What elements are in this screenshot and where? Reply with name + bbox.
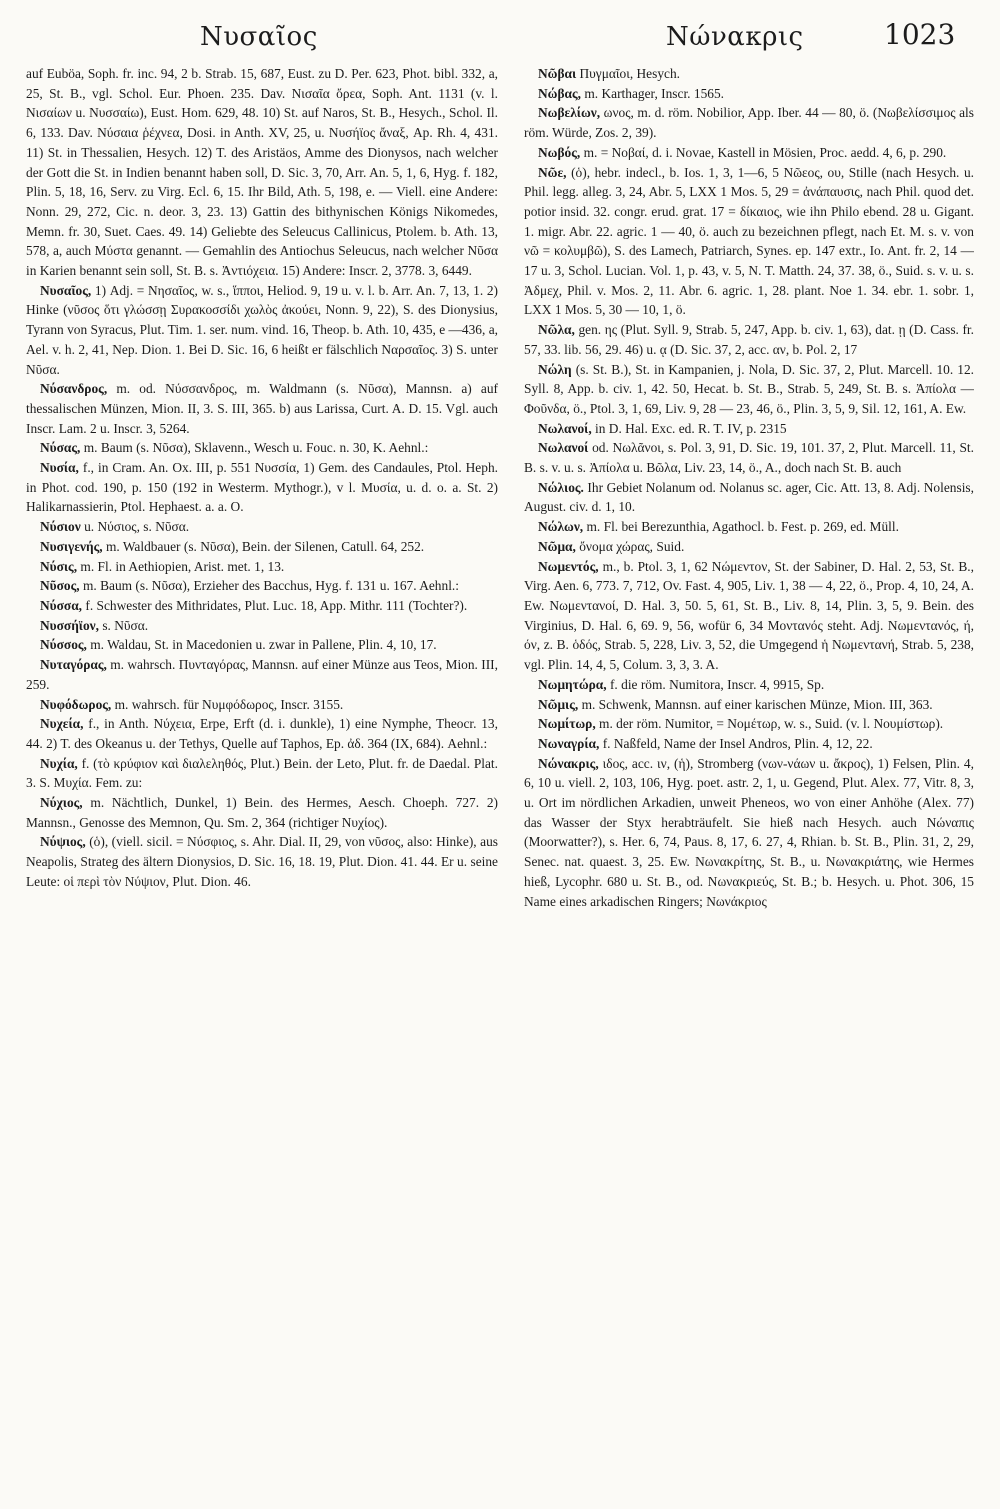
- dictionary-entry: [524, 143, 974, 163]
- entry-lemma: Νῶε,: [538, 164, 567, 180]
- entry-lemma: Νυχεία,: [40, 716, 84, 732]
- dictionary-entry: [26, 576, 498, 596]
- dictionary-entry: [26, 537, 498, 557]
- entry-lemma: Νώλη: [538, 361, 572, 377]
- entry-lemma: Νυσσήϊον,: [40, 617, 99, 633]
- entry-lemma: Νώλων,: [538, 519, 584, 535]
- entry-text: m. Waldau, St. in Macedonien u. zwar in Pallene, Plin. 4, 10, 17.: [90, 637, 437, 653]
- entry-text: Ihr Gebiet Nolanum od. Nolanus sc. ager, Cic. Att. 13, 8. Adj. Nolensis, August. civ. d. 1, 10.: [524, 479, 974, 515]
- entry-lemma: Νωβός,: [538, 144, 581, 160]
- dictionary-entry: [26, 438, 498, 458]
- page-header: [0, 14, 1000, 58]
- entry-text: m. Baum (s. Νῦσα), Erzieher des Bacchus, Hyg. f. 131 u. 167. Aehnl.:: [82, 578, 459, 594]
- entry-text: m. Fl. bei Berezunthia, Agathocl. b. Fest. p. 269, ed. Müll.: [586, 519, 899, 535]
- entry-lemma: Νύψιος,: [40, 834, 86, 850]
- dictionary-entry: [524, 360, 974, 419]
- dictionary-entry: [524, 64, 974, 84]
- dictionary-entry: [26, 64, 498, 281]
- dictionary-entry: [524, 478, 974, 517]
- entry-lemma: Νυσία,: [40, 460, 79, 476]
- entry-lemma: Νωναγρία,: [538, 735, 600, 751]
- entry-lemma: Νώλιος.: [538, 479, 584, 495]
- left-column: [26, 64, 498, 1504]
- dictionary-entry: [26, 714, 498, 753]
- entry-lemma: Νυσαῖος,: [40, 282, 92, 298]
- entry-lemma: Νύσανδρος,: [40, 381, 108, 397]
- dictionary-entry: [524, 84, 974, 104]
- entry-text: f., in Cram. An. Ox. III, p. 551 Νυσσία, 1) Gem. des Candaules, Ptol. Heph. in Phot. cod. 190, p. 150 (192 in Westerm. Mythogr.), v l. Μυσία, u. d. o. a. St. 2) Halikarnassierin, Ptol. Hephaest. a. a. O.: [26, 460, 498, 515]
- entry-lemma: Νῶβαι: [538, 66, 577, 81]
- entry-lemma: Νώβας,: [538, 85, 581, 101]
- entry-text: s. Νῦσα.: [102, 617, 149, 633]
- dictionary-entry: [26, 379, 498, 438]
- entry-text: od. Νωλᾶνοι, s. Pol. 3, 91, D. Sic. 19, 101. 37, 2, Plut. Marcell. 11, St. B. s. v. u. s. Ἀπίολα u. Βῶλα, Liv. 23, 14, ö., A., doch nach St. B. auch: [524, 440, 974, 476]
- dictionary-entry: [524, 675, 974, 695]
- dictionary-entry: [26, 635, 498, 655]
- entry-text: Πυγμαῖοι, Hesych.: [579, 66, 681, 81]
- entry-text: auf Euböa, Soph. fr. inc. 94, 2 b. Strab. 15, 687, Eust. zu D. Per. 623, Phot. bibl. 332, a, 25, St. B., vgl. Schol. Eur. Phoen. 235. Dav. Νισαῖα ὄρεα, Soph. Ant. 1131 (v. l. Νισαίων u. Νυσσαίω), Eust. Hom. 629, 48. 10) St. auf Naros, St. B., Hesych., Schol. Il. 6, 133. Dav. Νύσαια ῥέχνεα, Dosi. in Anth. XV, 25, u. Νυσήϊος ἄναξ, Ap. Rh. 4, 431. 11) St. in Thessalien, Hesych. 12) T. des Aristäos, Amme des Dionysos, nach welcher der Gott die St. in Indien benannt haben soll, D. Sic. 3, 70, Arr. An. 5, 1, 6, Hyg. f. 182, Plin. 5, 18, 16, Serv. zu Virg. Ecl. 6, 15. Ihr Bild, Ath. 5, 198, e. — Viell. eine Andere: Nonn. 29, 272, Cic. n. deor. 3, 23. 13) Gattin des bithynischen Königs Nikomedes, Memn. fr. 30, Suet. Caes. 49. 14) Geliebte des Seleucus Callinicus, Ptolem. b. Ath. 13, 578, a, auch Μύστα genannt. — Gemahlin des Antiochus Seleucus, nach welcher Νῦσα in Karien benannt sein soll, St. B. s. Ἀντιόχεια. 15) Andere: Inscr. 2, 3778. 3, 6449.: [26, 66, 498, 279]
- dictionary-entry: [26, 557, 498, 577]
- dictionary-entry: [524, 103, 974, 142]
- entry-lemma: Νύσις,: [40, 558, 78, 574]
- entry-text: m. wahrsch. Πυνταγόρας, Mannsn. auf einer Münze aus Teos, Mion. III, 259.: [26, 657, 498, 692]
- entry-lemma: Νύσας,: [40, 440, 81, 456]
- entry-lemma: Νῶλα,: [538, 322, 575, 338]
- dictionary-entry: [524, 517, 974, 537]
- entry-lemma: Νύσιον: [40, 519, 81, 535]
- entry-text: m. der röm. Numitor, = Νομέτωρ, w. s., Suid. (v. l. Νουμίστωρ).: [599, 716, 944, 732]
- dictionary-entry: [26, 754, 498, 793]
- dictionary-entry: [26, 281, 498, 380]
- dictionary-entry: [26, 793, 498, 832]
- entry-text: m. od. Νύσσανδρος, m. Waldmann (s. Νῦσα), Mannsn. a) auf thessalischen Münzen, Mion. II, 3. S. III, 365. b) aus Larissa, Curt. A. D. 15. Vgl. auch Inscr. Lam. 2 u. Inscr. 3, 5264.: [26, 381, 498, 436]
- entry-text: m. wahrsch. für Νυμφόδωρος, Inscr. 3155.: [114, 696, 344, 712]
- entry-text: in D. Hal. Exc. ed. R. T. IV, p. 2315: [595, 420, 787, 436]
- entry-lemma: Νωβελίων,: [538, 105, 601, 121]
- entry-lemma: Νώνακρις,: [538, 755, 599, 771]
- dictionary-entry: [524, 734, 974, 754]
- entry-text: f., in Anth. Νύχεια, Erpe, Erft (d. i. dunkle), 1) eine Nymphe, Theocr. 13, 44. 2) T. des Okeanus u. der Tethys, Quelle auf Taphos, Ep. ἀδ. 364 (IX, 684). Aehnl.:: [26, 716, 498, 751]
- entry-text: m. = Νοβαί, d. i. Novae, Kastell in Mösien, Proc. aedd. 4, 6, p. 290.: [583, 144, 947, 160]
- dictionary-entry: [524, 695, 974, 715]
- entry-text: gen. ης (Plut. Syll. 9, Strab. 5, 247, App. b. civ. 1, 63), dat. ῃ (D. Cass. fr. 57, 33. lib. 56, 29. 46) u. ᾳ (D. Sic. 37, 2, acc. αν, b. Pol. 2, 17: [524, 322, 974, 357]
- dictionary-entry: [26, 655, 498, 694]
- dictionary-entry: [524, 754, 974, 912]
- dictionary-entry: [524, 557, 974, 675]
- entry-lemma: Νωμεντός,: [538, 558, 599, 574]
- entry-text: f. (τὸ κρύφιον καὶ διαλεληθός, Plut.) Bein. der Leto, Plut. fr. de Daedal. Plat. 3. S. Μυχία. Fem. zu:: [26, 755, 498, 791]
- entry-lemma: Νωμίτωρ,: [538, 716, 596, 732]
- entry-text: m., b. Ptol. 3, 1, 62 Νώμεντον, St. der Sabiner, D. Hal. 2, 53, St. B., Virg. Aen. 6, 773. 7, 712, Ov. Fast. 4, 905, Liv. 1, 38 — 4, 22, ö., Prop. 4, 10, 24, A. Ew. Νωμεντανοί, D. Hal. 3, 50. 5, 61, St. B., Liv. 8, 14, Plin. 3, 5, 9. Bein. des Virginius, D. Hal. 6, 69. 9, 56, wofür 6, 34 Μοντανός steht. Adj. Νωμεντανός, ή, όν, z. B. ὁδός, Strab. 5, 228, Liv. 3, 52, die Umgegend ἡ Νωμεντανή, Strab. 5, 238, vgl. Plin. 14, 4, 5, Colum. 3, 3, 3. A.: [524, 558, 974, 673]
- entry-lemma: Νυταγόρας,: [40, 657, 107, 673]
- left-running-headword: Νυσαῖος: [200, 22, 318, 52]
- entry-text: (ὁ), hebr. indecl., b. Ios. 1, 3, 1—6, 5 Νῶεος, ου, Stille (nach Hesych. u. Phil. legg. alleg. 3, 24, Abr. 5, LXX 1 Mos. 5, 29 = ἀνάπαυσις, nach Phil. quod det. potior insid. 32. congr. erud. grat. 17 = δίκαιος, wie ihn Philo ebend. 28 u. Gigant. 1. migr. Abr. 22. agric. 1 — 40, ö. auch zu bezeichnen pflegt, nach Et. M. s. v. von νῶ = κολυμβῶ), S. des Lamech, Patriarch, Synes. ep. 147 extr., Io. Ant. fr. 2, 14 — 17 u. 3, Schol. Lucian. Vol. 1, p. 43, v. 5, N. T. Matth. 24, 37. 38, ö., Suid. s. v. u. s. Ἀδμεχ, Phil. v. Mos. 2, 11. Abr. 6. agric. 1, 28. plant. Noe 1. 34. ebr. 1. sobr. 1, LXX 1 Mos. 5, 30 — 10, 1, ö.: [524, 164, 974, 318]
- dictionary-entry: [26, 695, 498, 715]
- entry-text: (s. St. B.), St. in Kampanien, j. Nola, D. Sic. 37, 2, Plut. Marcell. 10. 12. Syll. 8, App. b. civ. 1, 42. 50, Hecat. b. St. B., Strab. 5, 249, St. B. s. Ἀπίολα — Φοῦνδα, ö., Ptol. 3, 1, 69, Liv. 9, 28 — 23, 46, ö., Plin. 3, 5, 9, Sil. 12, 161, A. Ew.: [524, 361, 974, 416]
- page-number: 1023: [884, 18, 956, 51]
- entry-text: (ὁ), (viell. sicil. = Νύσφιος, s. Ahr. Dial. II, 29, von νῦσος, also: Hinke), aus Neapolis, Strateg des ältern Dionysios, D. Sic. 16, 18. 19, Plut. Dion. 41. 44. Er u. seine Leute: οἱ περὶ τὸν Νύψιον, Plut. Dion. 46.: [26, 834, 498, 889]
- entry-text: m. Nächtlich, Dunkel, 1) Bein. des Hermes, Aesch. Choeph. 727. 2) Mannsn., Genosse des Memnon, Qu. Sm. 2, 364 (richtiger Νυχίος).: [26, 795, 498, 830]
- entry-lemma: Νύσσα,: [40, 597, 83, 613]
- entry-lemma: Νωλανοί,: [538, 420, 592, 436]
- entry-lemma: Νύχιος,: [40, 795, 83, 811]
- dictionary-entry: [524, 163, 974, 321]
- entry-text: ὄνομα χώρας, Suid.: [579, 538, 685, 554]
- entry-lemma: Νῶμα,: [538, 538, 576, 554]
- entry-lemma: Νυφόδωρος,: [40, 696, 112, 712]
- entry-text: m. Baum (s. Νῦσα), Sklavenn., Wesch u. Fouc. n. 30, K. Aehnl.:: [83, 440, 429, 456]
- dictionary-entry: [524, 320, 974, 359]
- right-running-headword: Νώνακρις: [666, 22, 804, 52]
- entry-lemma: Νύσσος,: [40, 637, 87, 653]
- dictionary-entry: [26, 458, 498, 517]
- entry-text: 1) Adj. = Νησαῖος, w. s., ἵπποι, Heliod. 9, 19 u. v. l. b. Arr. An. 7, 13, 1. 2) Hinke (νῦσος ὅτι γλώσσῃ Συρακοσσίδι χωλὸς ἀκούει, Nonn. 9, 22), S. des Dionysius, Tyrann von Syracus, Plut. Tim. 1. ser. num. vind. 16, Theop. b. Ath. 10, 435, e —436, a, Ael. v. h. 2, 41, Nep. Dion. 1. Bei D. Sic. 16, 6 heißt er fälschlich Ναρσαῖος. 3) S. unter Νῦσα.: [26, 282, 498, 377]
- right-column: [524, 64, 974, 1504]
- entry-text: f. Schwester des Mithridates, Plut. Luc. 18, App. Mithr. 111 (Tochter?).: [85, 597, 468, 613]
- entry-text: m. Waldbauer (s. Νῦσα), Bein. der Silenen, Catull. 64, 252.: [105, 538, 425, 554]
- dictionary-entry: [524, 438, 974, 477]
- dictionary-entry: [524, 537, 974, 557]
- entry-text: ωνος, m. d. röm. Nobilior, App. Iber. 44 — 80, ö. (Νωβελίσσιμος als röm. Würde, Zos. 2, 39).: [524, 105, 974, 141]
- entry-lemma: Νῶμις,: [538, 696, 579, 712]
- entry-text: m. Fl. in Aethiopien, Arist. met. 1, 13.: [80, 558, 285, 574]
- dictionary-entry: [524, 714, 974, 734]
- dictionary-entry: [26, 596, 498, 616]
- dictionary-entry: [26, 616, 498, 636]
- dictionary-entry: [26, 517, 498, 537]
- entry-lemma: Νυχία,: [40, 755, 78, 771]
- entry-text: ιδος, acc. ιν, (ἡ), Stromberg (νων-νάων u. ἄκρος), 1) Felsen, Plin. 4, 6, 10 u. viell. 2, 103, 106, Hyg. poet. astr. 2, 1, u. Gegend, Plut. Alex. 77, Vitr. 8, 3, u. Ort im nördlichen Arkadien, unweit Pheneos, wo von einer Anhöhe (Alex. 77) das Wasser der Styx herabträufelt. Sie hieß nach Hesych. auch Νώναπις (Moorwatter?), s. Her. 6, 74, Paus. 8, 17, 6. 27, 4, Rhian. b. St. B., Plin. 31, 2, 29, Senec. nat. quaest. 3, 25. Ew. Νωνακρίτης, St. B., u. Νωνακριάτης, wie Hermes hieß, Lycophr. 680 u. St. B., od. Νωνακριεύς, St. B.; b. Hesych. u. Phot. 306, 15 Name eines arkadischen Ringers; Νωνάκριος: [524, 755, 974, 909]
- dictionary-entry: [524, 419, 974, 439]
- entry-text: f. Naßfeld, Name der Insel Andros, Plin. 4, 12, 22.: [602, 735, 873, 751]
- entry-text: m. Karthager, Inscr. 1565.: [584, 85, 724, 101]
- entry-text: f. die röm. Numitora, Inscr. 4, 9915, Sp.: [609, 676, 825, 692]
- entry-lemma: Νυσιγενής,: [40, 538, 103, 554]
- dictionary-entry: [26, 832, 498, 891]
- entry-text: m. Schwenk, Mannsn. auf einer karischen Münze, Mion. III, 363.: [581, 696, 933, 712]
- entry-lemma: Νωμητώρα,: [538, 676, 607, 692]
- entry-lemma: Νωλανοί: [538, 440, 589, 456]
- entry-text: u. Νύσιος, s. Νῦσα.: [84, 519, 190, 535]
- entry-lemma: Νῦσος,: [40, 578, 80, 594]
